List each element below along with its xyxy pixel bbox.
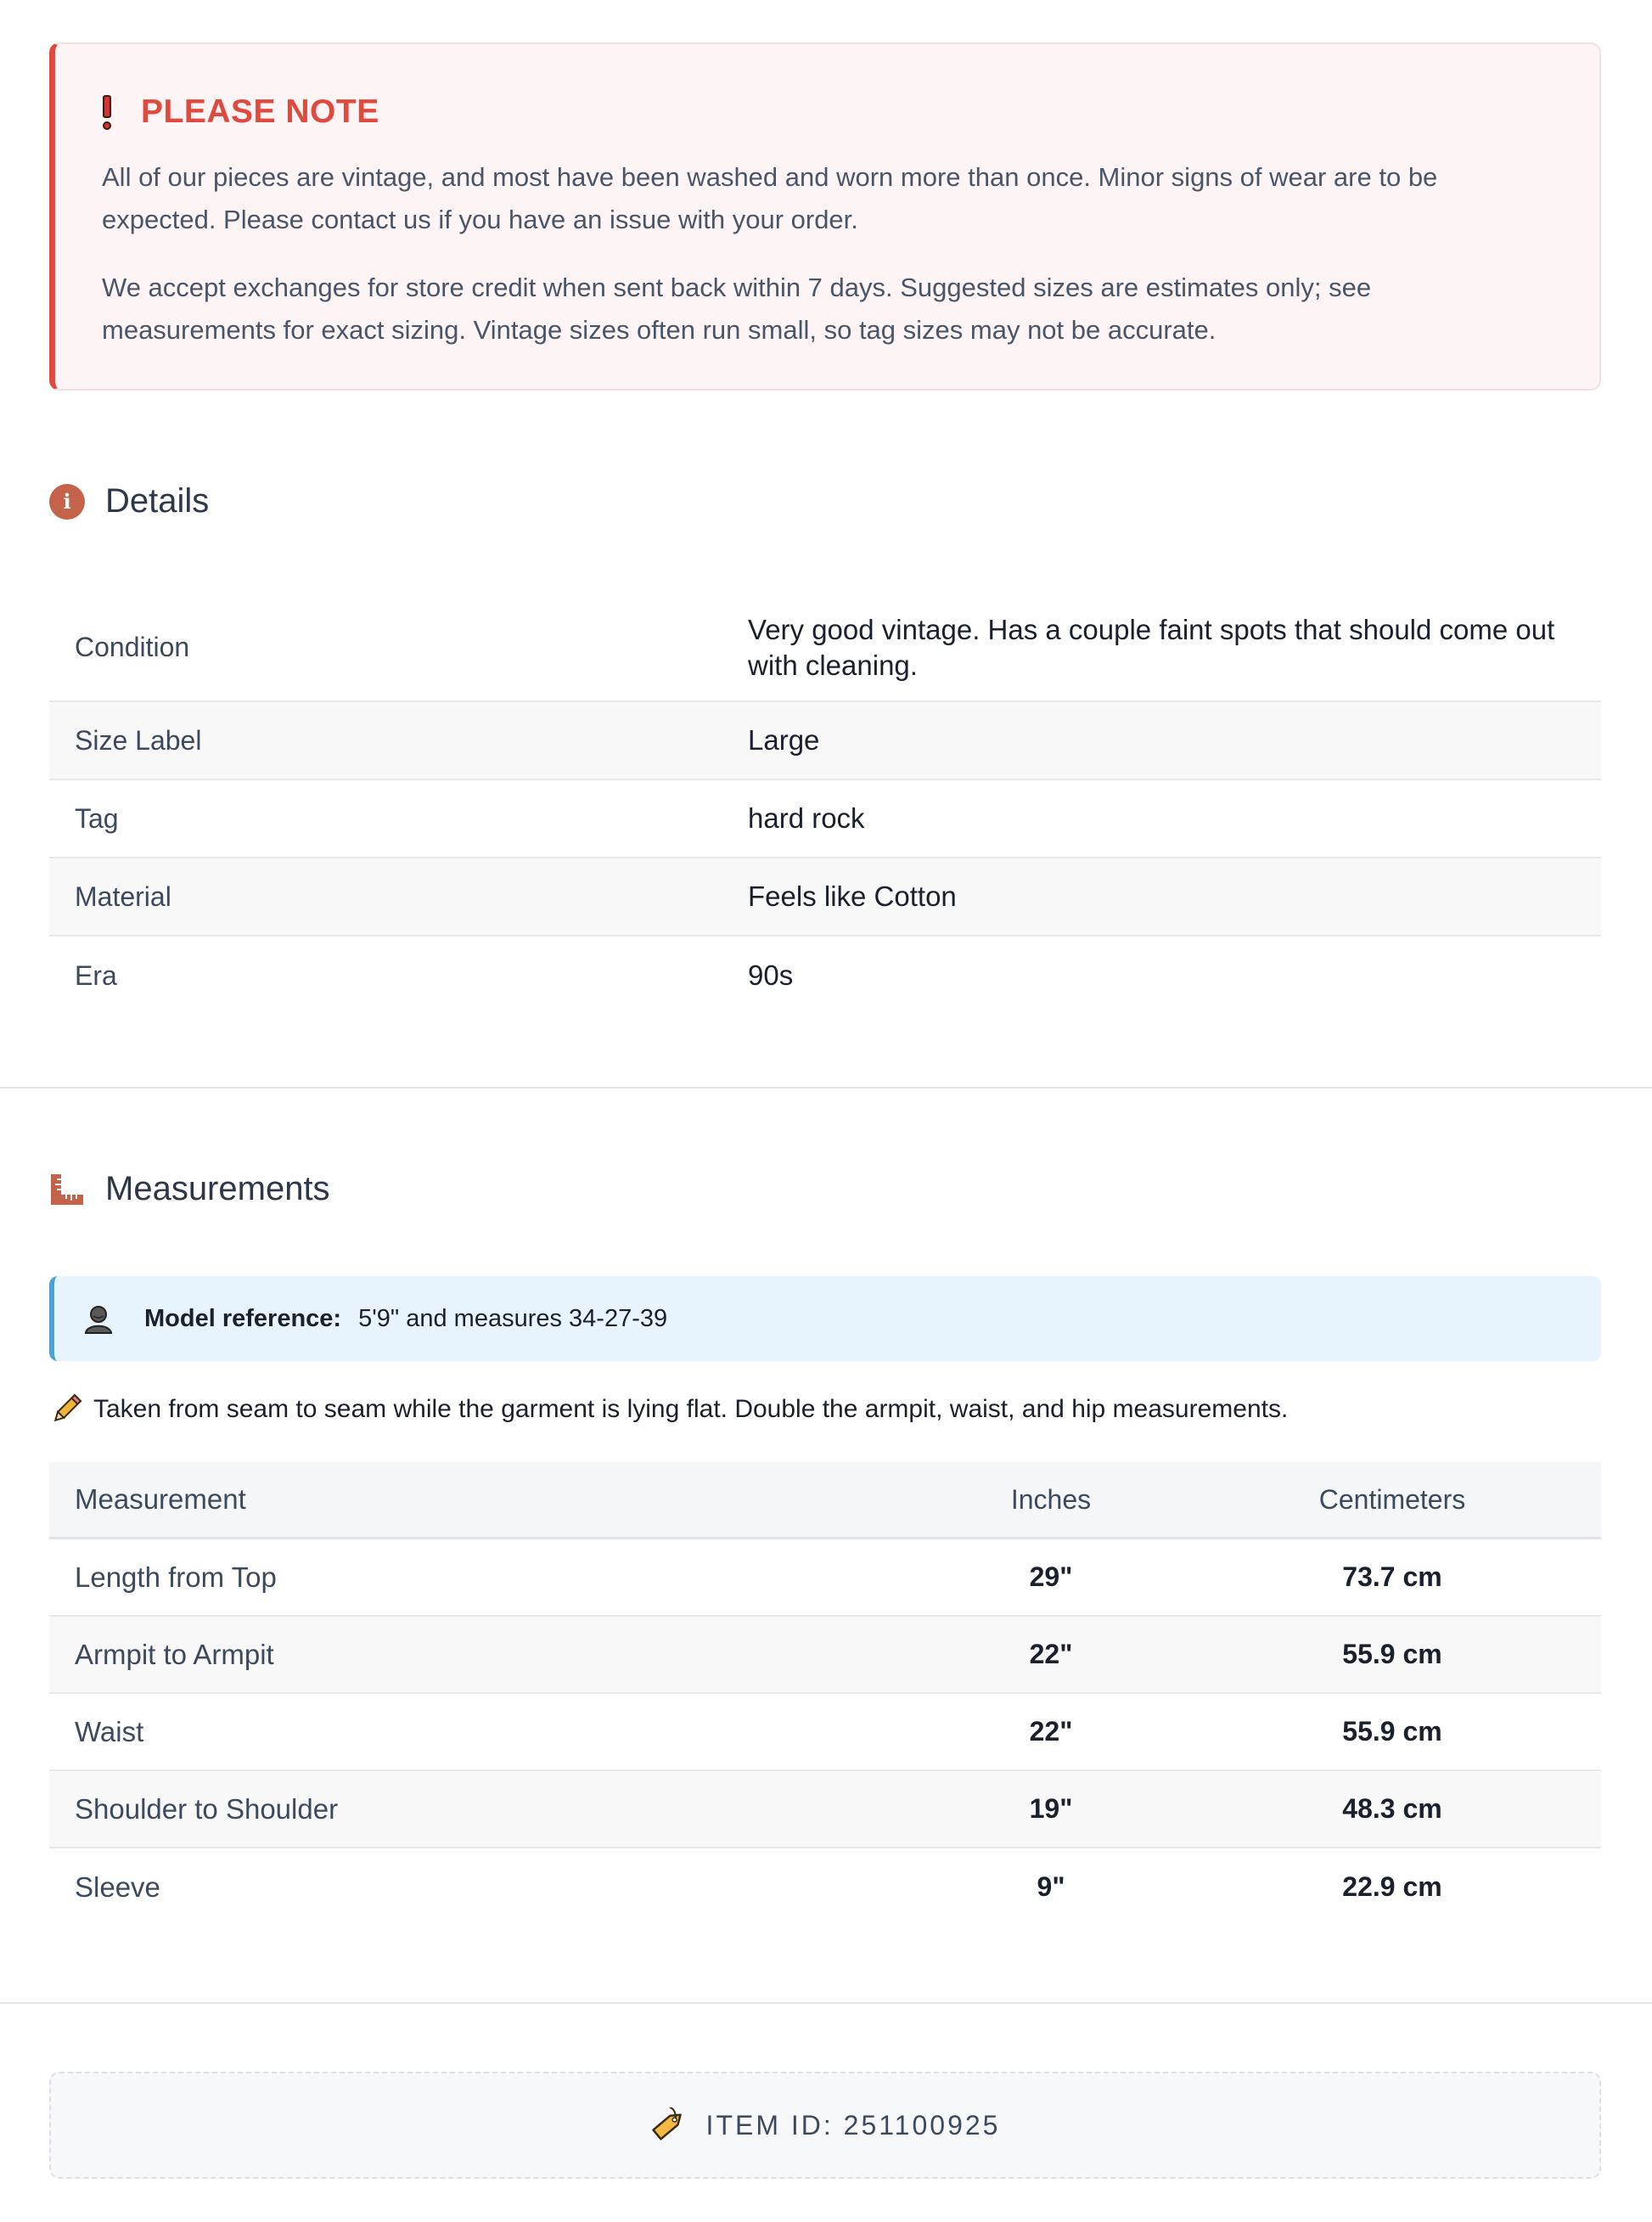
details-label: Condition [75,632,190,662]
pencil-icon [49,1392,83,1426]
measurements-header [49,1170,330,1208]
details-value: hard rock [748,802,865,834]
ruler-icon [49,1173,85,1207]
notice-title-row [102,88,1550,136]
details-value: 90s [748,959,794,991]
details-value: Large [748,724,820,756]
details-row [49,702,1601,780]
please-note-box [49,42,1601,391]
section-divider [0,1087,1652,1088]
measurements-table [49,1462,1601,1926]
details-value: Very good vintage. Has a couple faint spots that should come out with cleaning. [748,613,1555,681]
header-inches: Inches [1010,1483,1092,1515]
measurement-cm: 48.3 cm [1342,1793,1442,1824]
measurement-name: Shoulder to Shoulder [75,1792,339,1825]
details-title: Details [105,482,210,520]
measurement-inches: 29" [1029,1561,1073,1592]
details-table [49,594,1601,1015]
item-id: ITEM ID: 251100925 [705,2109,1001,2140]
section-divider [0,2002,1652,2004]
header-centimeters: Centimeters [1318,1483,1466,1515]
person-icon [83,1303,114,1334]
measurement-name: Sleeve [75,1870,160,1903]
exclamation-icon [102,95,112,130]
measurement-name: Length from Top [75,1561,277,1593]
model-reference-box [49,1276,1601,1361]
notice-paragraph-2: We accept exchanges for store credit when sent back within 7 days. Suggested sizes are estimates only; see measurements for exact sizing. Vintage sizes often run small, so tag sizes may not be accurate. [102,273,1372,345]
measurement-cm: 22.9 cm [1342,1871,1442,1902]
table-row [49,1848,1601,1926]
model-reference-text: 5'9" and measures 34-27-39 [358,1304,668,1332]
measurement-note [49,1392,1288,1426]
measurement-name: Waist [75,1715,144,1747]
measurement-cm: 73.7 cm [1342,1561,1442,1592]
measurement-note-text: Taken from seam to seam while the garment is lying flat. Double the armpit, waist, and hip measurements. [93,1395,1289,1423]
table-row [49,1694,1601,1771]
details-row [49,594,1601,702]
details-row [49,937,1601,1015]
details-label: Size Label [75,724,202,756]
measurement-inches: 22" [1029,1639,1073,1669]
notice-title: PLEASE NOTE [141,93,379,130]
measurement-name: Armpit to Armpit [75,1638,274,1670]
info-icon: i [49,484,85,520]
table-row [49,1539,1601,1617]
notice-paragraph-1: All of our pieces are vintage, and most have been washed and worn more than once. Minor signs of wear are to be expected. Please contact us if you have an issue with your order. [102,162,1438,234]
measurement-inches: 19" [1029,1793,1073,1824]
header-measurement: Measurement [75,1483,246,1515]
measurement-cm: 55.9 cm [1342,1716,1442,1747]
details-row [49,780,1601,858]
item-id-box [49,2072,1601,2179]
table-header [49,1462,1601,1539]
details-label: Tag [75,802,119,834]
details-row [49,858,1601,937]
tag-icon [650,2107,686,2143]
details-header [49,482,209,520]
measurement-inches: 9" [1037,1871,1065,1902]
model-reference-label: Model reference: [144,1304,342,1332]
measurement-cm: 55.9 cm [1342,1639,1442,1669]
measurement-inches: 22" [1029,1716,1073,1747]
details-label: Material [75,880,171,912]
details-label: Era [75,959,117,991]
measurements-title: Measurements [105,1170,330,1207]
table-row [49,1617,1601,1694]
details-value: Feels like Cotton [748,880,957,912]
table-row [49,1771,1601,1848]
